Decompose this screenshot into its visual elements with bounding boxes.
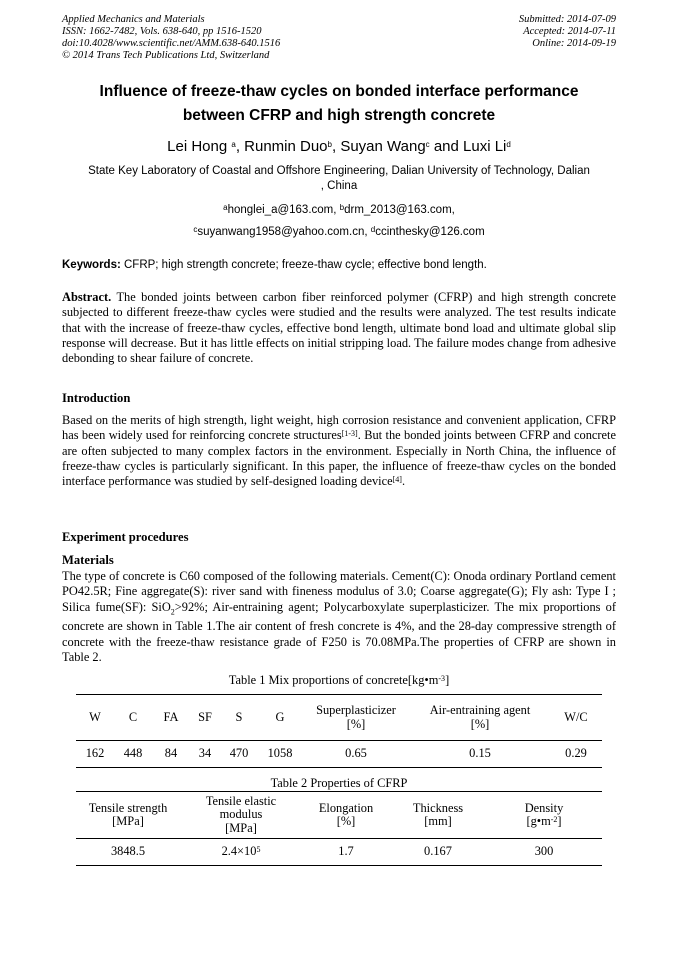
table-cell: 0.15 xyxy=(469,746,491,761)
author-name: Luxi Li xyxy=(463,138,507,155)
header-line xyxy=(486,815,602,829)
subscript: 2 xyxy=(170,607,175,617)
table-cell: 0.167 xyxy=(424,844,452,859)
introduction-heading: Introduction xyxy=(62,391,131,405)
caption-sup: -3 xyxy=(438,674,446,683)
header-line: [MPa] xyxy=(112,814,144,828)
header-line: [%] xyxy=(336,814,356,828)
author-affil-mark: c xyxy=(425,140,430,149)
table-header-cell: W xyxy=(76,695,114,741)
email-mark: d xyxy=(370,225,376,234)
email-mark: b xyxy=(339,203,345,212)
table-cell: 0.65 xyxy=(345,746,367,761)
table2-cfrp-properties xyxy=(76,791,602,866)
table1-mix-proportions xyxy=(76,694,602,768)
table-cell: 3848.5 xyxy=(110,844,146,859)
journal-copyright: © 2014 Trans Tech Publications Ltd, Switzerland xyxy=(62,50,270,61)
accepted-date: Accepted: 2014-07-11 xyxy=(523,26,616,37)
caption-text: ] xyxy=(445,673,450,687)
table-header-cell xyxy=(180,792,302,839)
table-cell: 84 xyxy=(164,746,178,761)
author-separator: , xyxy=(331,138,341,155)
email-mark: c xyxy=(193,225,198,234)
table-cell: 1.7 xyxy=(338,844,354,859)
email-link[interactable]: honglei_a@163.com, xyxy=(227,204,340,216)
table-header-cell xyxy=(410,695,550,741)
affiliation-line-1: State Key Laboratory of Coastal and Offshore Engineering, Dalian University of Technology, Dalian xyxy=(88,165,590,177)
header-line: Tensile elastic xyxy=(205,793,277,808)
author-name: Suyan Wang xyxy=(340,138,426,155)
table-cell: 300 xyxy=(534,844,554,859)
caption-text: Table 1 Mix proportions of concrete[kg•m xyxy=(228,673,439,687)
author-affil-mark: d xyxy=(506,140,511,149)
header-line: [%] xyxy=(346,716,366,731)
table-header-cell xyxy=(486,792,602,839)
table1-caption xyxy=(62,673,616,688)
header-line: [mm] xyxy=(424,814,452,828)
header-line: [MPa] xyxy=(225,820,257,835)
table-header-cell xyxy=(302,695,410,741)
author-affil-mark: b xyxy=(327,140,332,149)
abstract-label: Abstract. xyxy=(62,290,112,304)
table-cell: 162 xyxy=(85,746,105,761)
cell-text: 2.4×10 xyxy=(221,844,257,859)
header-line: Elongation xyxy=(318,800,374,815)
paper-title xyxy=(62,80,616,128)
introduction-paragraph xyxy=(62,413,616,489)
email-link[interactable]: drm_2013@163.com, xyxy=(344,204,455,216)
table-cell: 470 xyxy=(229,746,249,761)
table-cell: 1058 xyxy=(267,746,293,761)
table-cell: 34 xyxy=(198,746,212,761)
keywords-text: CFRP; high strength concrete; freeze-thaw cycle; effective bond length. xyxy=(120,259,487,271)
journal-issn: ISSN: 1662-7482, Vols. 638-640, pp 1516-1520 xyxy=(62,26,262,37)
cell-sup: 5 xyxy=(256,845,261,855)
header-line: Density xyxy=(524,800,564,815)
keywords-label: Keywords: xyxy=(62,259,121,271)
unit-text: [g•m xyxy=(526,814,551,828)
table-header-cell: C xyxy=(114,695,152,741)
email-link[interactable]: ccinthesky@126.com xyxy=(375,226,485,238)
affiliation-line-2: , China xyxy=(320,180,358,192)
unit-text: ] xyxy=(557,814,562,828)
citation[interactable]: [1-3] xyxy=(341,429,358,439)
table-header-row xyxy=(76,792,602,839)
table-header-row xyxy=(76,695,602,741)
intro-text: . But the bonded joints between CFRP and concrete are often subjected to many complex factors in the environment. Especially in North China, the influence of freeze-thaw cycles is particularly significant. In this paper, the influence of freeze-thaw cycles on the bonded interface performance was studied by self-designed loading device xyxy=(62,428,616,489)
unit-sup: -2 xyxy=(550,815,558,824)
submitted-date: Submitted: 2014-07-09 xyxy=(518,14,616,25)
table-header-cell: S xyxy=(220,695,258,741)
header-line: Tensile strength xyxy=(88,800,168,815)
author-affil-mark: a xyxy=(231,140,236,149)
author-name: Runmin Duo xyxy=(244,138,328,155)
abstract xyxy=(62,290,616,366)
journal-doi: doi:10.4028/www.scientific.net/AMM.638-640.1516 xyxy=(62,38,281,49)
journal-name: Applied Mechanics and Materials xyxy=(62,14,205,25)
table-cell: 448 xyxy=(123,746,143,761)
header-line: modulus xyxy=(219,807,263,822)
email-mark: a xyxy=(223,203,228,212)
author-list xyxy=(62,136,616,158)
title-line-1: Influence of freeze-thaw cycles on bonded interface performance xyxy=(99,83,579,100)
author-separator: , xyxy=(235,138,245,155)
table-header-cell xyxy=(76,792,180,839)
affiliation xyxy=(62,164,616,194)
online-date: Online: 2014-09-19 xyxy=(532,38,616,49)
header-line: [%] xyxy=(470,716,490,731)
table-header-cell: G xyxy=(258,695,302,741)
author-name: Lei Hong xyxy=(167,138,228,155)
materials-paragraph xyxy=(62,569,616,665)
materials-text: The type of concrete is C60 composed of the following materials. Cement(C): Onoda ordinary Portland cement PO42.5R; Fine aggregate(S): river sand with fineness modulus of 3.0; Coarse aggregate(G); Fly ash: Type I ; Silica fume(SF): SiO xyxy=(62,569,616,614)
experiment-heading: Experiment procedures xyxy=(62,530,189,544)
intro-text: Based on the merits of high strength, light weight, high corrosion resistance and convenient application, CFRP has been widely used for reinforcing concrete structures xyxy=(62,413,616,443)
citation[interactable]: [4] xyxy=(392,475,402,485)
table2-caption: Table 2 Properties of CFRP xyxy=(270,776,408,790)
table-header-cell: W/C xyxy=(550,695,602,741)
materials-heading: Materials xyxy=(62,553,114,567)
abstract-text: The bonded joints between carbon fiber reinforced polymer (CFRP) and high strength concrete subjected to different freeze-thaw cycles were studied and the results were analyzed. The test results indicate that with the increase of freeze-thaw cycles, effective bond length, ultimate bond load and ultimate global slip response will decrease. But it has little effects on initial stripping load. The failure modes change from adhesive debonding to shear failure of concrete. xyxy=(62,290,616,366)
table-header-cell: FA xyxy=(152,695,190,741)
table-header-cell: SF xyxy=(190,695,220,741)
table-cell: 0.29 xyxy=(565,746,587,761)
journal-info xyxy=(62,14,280,62)
email-link[interactable]: suyanwang1958@yahoo.com.cn, xyxy=(197,226,371,238)
table-header-cell xyxy=(302,792,390,839)
table-row xyxy=(76,839,602,866)
header-line: Superplasticizer xyxy=(316,703,396,717)
intro-text: . xyxy=(401,474,406,489)
table-cell xyxy=(180,839,302,866)
keywords xyxy=(62,258,616,273)
title-line-2: between CFRP and high strength concrete xyxy=(182,107,496,124)
author-separator: and xyxy=(429,138,464,155)
table-row xyxy=(76,741,602,768)
table-header-cell xyxy=(390,792,486,839)
materials-text: >92%; Air-entraining agent; Polycarboxylate superplasticizer. The mix proportions of concrete are shown in Table 1.The air content of fresh concrete is 4%, and the 28-day compressive strength of concrete with the freeze-thaw resistance grade of F250 is 70.08MPa.The properties of CFRP are shown in Table 2. xyxy=(62,599,616,664)
header-line: Thickness xyxy=(412,800,464,815)
author-emails xyxy=(62,199,616,243)
submission-dates xyxy=(519,14,616,50)
header-line: Air-entraining agent xyxy=(429,703,531,717)
